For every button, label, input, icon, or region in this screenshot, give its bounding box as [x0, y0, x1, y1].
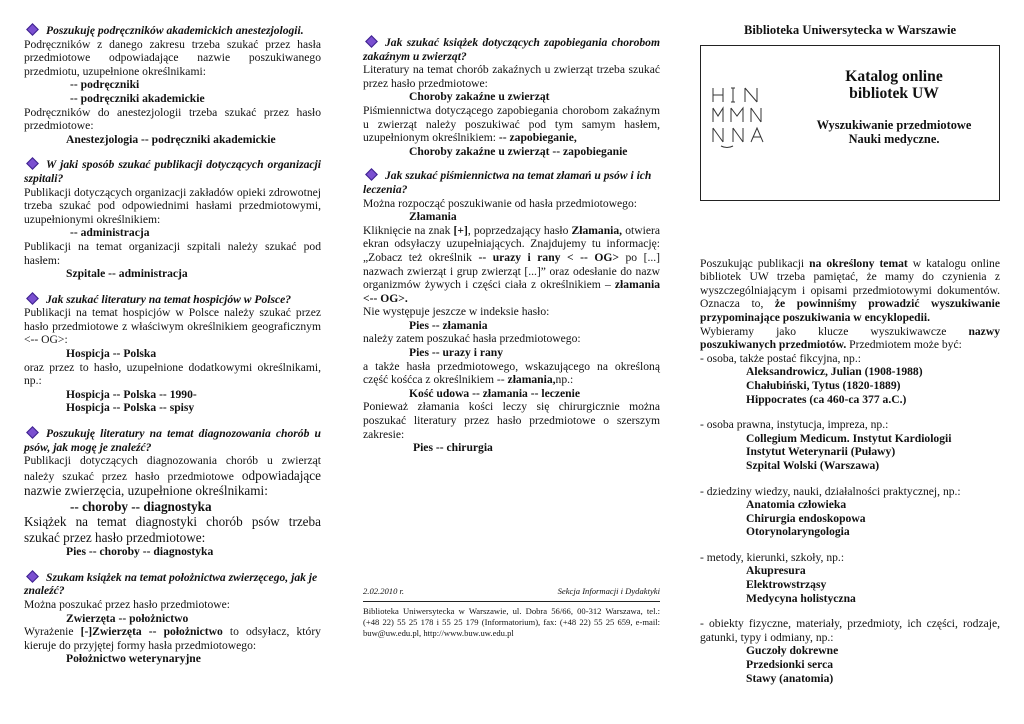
example-heading: Hospicja -- Polska: [66, 347, 157, 361]
example-heading: Anestezjologia -- podręczniki akademickie: [66, 132, 276, 146]
example-heading: Położnictwo weterynaryjne: [66, 652, 201, 666]
example-heading: Kość udowa -- złamania -- leczenie: [409, 386, 580, 400]
paragraph: Można poszukać przez hasło przedmiotowe:: [24, 598, 231, 611]
category-label: - dziedziny wiedzy, nauki, działalności praktycznej, np.:: [700, 484, 961, 498]
example-heading: Hospicja -- Polska -- 1990-: [66, 387, 197, 401]
example-item: Instytut Weterynarii (Puławy): [746, 445, 896, 459]
footer-address: Biblioteka Uniwersytecka w Warszawie, ul. Dobra 56/66, 00-312 Warszawa, tel.: (+48 22) 55 25 178 i 55 25 179 (Informatorium), fax: (+48 22) 55 25 659, e-mail: buw@uw.edu.pl, http://www.buw.uw.edu.pl: [363, 606, 660, 638]
paragraph: Wyrażenie [-]Zwierzęta -- położnictwo to odsyłacz, który kieruje do przyjętej formy hasła przedmiotowego:: [24, 625, 321, 652]
column-middle: [363, 36, 660, 638]
example-item: Anatomia człowieka: [746, 498, 847, 512]
example-heading: Choroby zakaźne u zwierząt: [409, 90, 550, 104]
paragraph: Piśmiennictwa dotyczącego zapobiegania chorobom zakaźnym u zwierząt należy poszukiwać pod tym samym hasłem, uzupełnionym określnikiem: -- zapobieganie,: [363, 103, 660, 145]
title-box: [700, 45, 1000, 201]
library-name: Biblioteka Uniwersytecka w Warszawie: [743, 23, 957, 37]
example-heading: Szpitale -- administracja: [66, 267, 188, 281]
footer-section: Sekcja Informacji i Dydaktyki: [557, 585, 660, 596]
example-item: Collegium Medicum. Instytut Kardiologii: [746, 431, 952, 445]
paragraph: Publikacji dotyczących diagnozowania chorób u zwierząt należy szukać przez hasło przedmiotowe odpowiadające nazwie zwierzęcia, uzupełnione określnikami:: [24, 454, 321, 499]
category-label: - metody, kierunki, szkoły, np.:: [700, 550, 845, 564]
diamond-bullet-icon: [26, 23, 39, 36]
catalog-title: Katalog online bibliotek UW: [845, 67, 943, 103]
example-item: Guczoły dokrewne: [746, 644, 839, 658]
paragraph: Podręczników z danego zakresu trzeba szukać przez hasła przedmiotowe odpowiadające nazwie poszukiwanego przedmiotu, uzupełnione określnikami:: [24, 37, 321, 78]
diamond-bullet-icon: [26, 426, 39, 439]
example-item: Chirurgia endoskopowa: [746, 511, 866, 525]
example-item: Elektrowstrząsy: [746, 578, 827, 592]
intro-text: [700, 257, 1000, 686]
example-heading: Pies -- złamania: [409, 318, 488, 332]
paragraph: Nie występuje jeszcze w indeksie hasło:: [363, 305, 550, 319]
paragraph: Poszukując publikacji na określony temat w katalogu online bibliotek UW trzeba pamiętać, że mamy do czynienia z wyszczególniającym i opisami przedmiotowymi dokumentów. Oznacza to, że powinniśmy prowadzić wyszukiwanie przypominające poszukiwania w encyklopedii.: [700, 256, 1000, 324]
example-item: Chałubiński, Tytus (1820-1889): [746, 378, 901, 392]
example-heading: -- administracja: [70, 226, 150, 240]
paragraph: a także hasła przedmiotowego, wskazującego na określoną część kośćca z określnikiem -- złamania,np.:: [363, 359, 660, 387]
category-label: - osoba, także postać fikcyjna, np.:: [700, 351, 861, 365]
question-heading: Szukam książek na temat położnictwa zwierzęcego, jak je znaleźć?: [24, 570, 318, 598]
example-heading: -- podręczniki: [70, 78, 140, 92]
example-heading: Pies -- chirurgia: [413, 441, 493, 455]
category-label: - obiekty fizyczne, materiały, przedmioty, ich części, rodzaje, gatunki, typy i odmiany, np.:: [700, 617, 1000, 644]
diamond-bullet-icon: [365, 168, 378, 181]
paragraph: Wybieramy jako klucze wyszukiwawcze nazwy poszukiwanych przedmiotów. Przedmiotem może być:: [700, 324, 1000, 352]
diamond-bullet-icon: [26, 570, 39, 583]
example-heading: Zwierzęta -- położnictwo: [66, 611, 189, 625]
paragraph: Podręczników do anestezjologii trzeba szukać przez hasło przedmiotowe:: [24, 105, 321, 133]
footer-date: 2.02.2010 r.: [363, 585, 405, 596]
paragraph: Publikacji dotyczących organizacji zakładów opieki zdrowotnej trzeba szukać pod odpowiednimi hasłami przedmiotowymi, uzupełnionymi określnikiem:: [24, 185, 321, 226]
example-item: Stawy (anatomia): [746, 671, 834, 685]
example-item: Hippocrates (ca 460-ca 377 a.C.): [746, 392, 907, 406]
example-heading: Choroby zakaźne u zwierząt -- zapobieganie: [409, 144, 628, 158]
example-heading: -- podręczniki akademickie: [70, 91, 205, 105]
example-heading: Złamania: [409, 210, 457, 224]
question-heading: Jak szukać literatury na temat hospicjów w Polsce?: [24, 293, 321, 307]
paragraph: oraz przez to hasło, uzupełnione dodatkowymi określnikami, np.:: [24, 360, 321, 388]
paragraph: Literatury na temat chorób zakaźnych u zwierząt trzeba szukać przez hasło przedmiotowe:: [363, 63, 660, 90]
question-heading: Jak szukać piśmiennictwa na temat złamań u psów i ich leczenia?: [363, 169, 652, 196]
column-right: [700, 0, 1000, 685]
catalog-subtitle: Wyszukiwanie przedmiotowe Nauki medyczne.: [816, 117, 972, 146]
paragraph: Można rozpocząć poszukiwanie od hasła przedmiotowego:: [363, 196, 637, 210]
footer-divider: [363, 601, 660, 602]
column-left: [24, 24, 321, 666]
category-label: - osoba prawna, instytucja, impreza, np.:: [700, 418, 889, 432]
example-item: Akupresura: [746, 564, 806, 578]
example-heading: Hospicja -- Polska -- spisy: [66, 401, 195, 415]
example-heading: Pies -- urazy i rany: [409, 346, 504, 360]
question-heading: Jak szukać książek dotyczących zapobiegania chorobom zakaźnym u zwierząt?: [363, 36, 660, 63]
paragraph: Publikacji na temat hospicjów w Polsce należy szukać przez hasło przedmiotowe z właściwym określnikiem geograficznym <-- OG>:: [24, 306, 321, 347]
paragraph: Ponieważ złamania kości leczy się chirurgicznie można poszukać literatury przez hasło przedmiotowe o szerszym zakresie:: [363, 400, 660, 441]
paragraph: Publikacji na temat organizacji szpitali należy szukać pod hasłem:: [24, 239, 321, 267]
example-item: Przedsionki serca: [746, 658, 834, 672]
example-item: Szpital Wolski (Warszawa): [746, 458, 880, 472]
diamond-bullet-icon: [26, 157, 39, 170]
example-item: Medycyna holistyczna: [746, 591, 856, 605]
question-heading: W jaki sposób szukać publikacji dotyczących organizacji szpitali?: [24, 158, 321, 185]
diamond-bullet-icon: [26, 292, 39, 305]
example-item: Otorynolaryngologia: [746, 525, 850, 539]
footer-meta: [363, 585, 660, 599]
question-heading: Poszukuję podręczników akademickich anestezjologii.: [24, 24, 321, 38]
example-item: Aleksandrowicz, Julian (1908-1988): [746, 365, 923, 379]
question-heading: Poszukuję literatury na temat diagnozowania chorób u psów, jak mogę je znaleźć?: [24, 427, 321, 454]
paragraph: należy zatem poszukać hasła przedmiotowego:: [363, 332, 581, 346]
example-heading: Pies -- choroby -- diagnostyka: [66, 545, 214, 559]
university-logo-icon: [711, 86, 767, 152]
diamond-bullet-icon: [365, 35, 378, 48]
paragraph: Książek na temat diagnostyki chorób psów trzeba szukać przez hasło przedmiotowe:: [24, 514, 321, 545]
example-heading: -- choroby -- diagnostyka: [70, 499, 212, 514]
paragraph: Kliknięcie na znak [+], poprzedzający hasło Złamania, otwiera ekran odsyłaczy uzupełniających. Znajdujemy tu informację: „Zobacz też określnik -- urazy i rany < -- OG> po [...] nazwach zwierząt i grup zwierząt [...]” oraz odesłanie do nazw organizmów żywych i części ciała z określnikiem – złamania <-- OG>.: [363, 223, 661, 305]
